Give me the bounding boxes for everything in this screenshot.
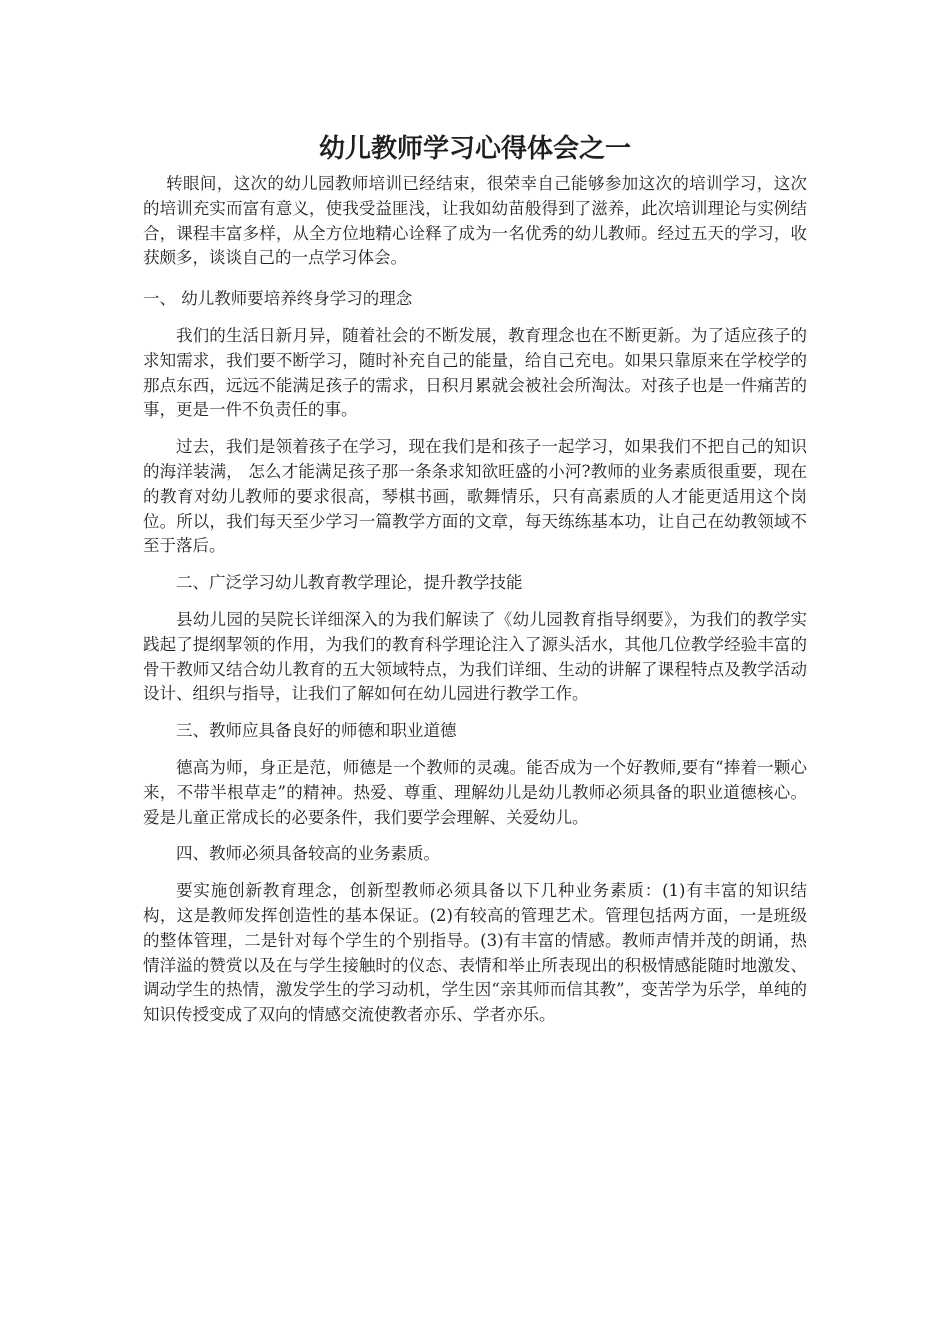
document-body [143, 128, 807, 1040]
intro-paragraph: 转眼间，这次的幼儿园教师培训已经结束，很荣幸自己能够参加这次的培训学习，这次的培训充实而富有意义，使我受益匪浅，让我如幼苗般得到了滋养，此次培训理论与实例结合，课程丰富多样，从全方位地精心诠释了成为一名优秀的幼儿教师。经过五天的学习，收获颇多，谈谈自己的一点学习体会。 [143, 174, 807, 268]
paragraph-1a: 我们的生活日新月异，随着社会的不断发展，教育理念也在不断更新。为了适应孩子的求知需求，我们要不断学习，随时补充自己的能量，给自己充电。如果只靠原来在学校学的那点东西，远远不能满足孩子的需求，日积月累就会被社会所淘汰。对孩子也是一件痛苦的事，更是一件不负责任的事。 [143, 325, 807, 420]
paragraph-4: 要实施创新教育理念，创新型教师必须具备以下几种业务素质：(1)有丰富的知识结构，这是教师发挥创造性的基本保证。(2)有较高的管理艺术。管理包括两方面，一是班级的整体管理，二是针对每个学生的个别指导。(3)有丰富的情感。教师声情并茂的朗诵，热情洋溢的赞赏以及在与学生接触时的仪态、表情和举止所表现出的积极情感能随时地激发、调动学生的热情，激发学生的学习动机，学生因“亲其师而信其教”，变苦学为乐学，单纯的知识传授变成了双向的情感交流使教者亦乐、学者亦乐。 [143, 881, 807, 1025]
section-heading-3: 三、教师应具备良好的师德和职业道德 [176, 721, 457, 741]
paragraph-2: 县幼儿园的吴院长详细深入的为我们解读了《幼儿园教育指导纲要》，为我们的教学实践起了提纲挈领的作用，为我们的教育科学理论注入了源头活水，其他几位教学经验丰富的骨干教师又结合幼儿教育的五大领域特点，为我们详细、生动的讲解了课程特点及教学活动设计、组织与指导，让我们了解如何在幼儿园进行教学工作。 [143, 609, 807, 704]
paragraph-3: 德高为师，身正是范，师德是一个教师的灵魂。能否成为一个好教师,要有“捧着一颗心来，不带半根草走”的精神。热爱、尊重、理解幼儿是幼儿教师必须具备的职业道德核心。爱是儿童正常成长的必要条件，我们要学会理解、关爱幼儿。 [143, 757, 807, 827]
document-title: 幼儿教师学习心得体会之一 [318, 134, 631, 164]
section-heading-1: 一、 幼儿教师要培养终身学习的理念 [143, 289, 413, 309]
section-heading-2: 二、广泛学习幼儿教育教学理论，提升教学技能 [176, 573, 523, 593]
paragraph-1b: 过去，我们是领着孩子在学习，现在我们是和孩子一起学习，如果我们不把自己的知识的海洋装满， 怎么才能满足孩子那一条条求知欲旺盛的小河?教师的业务素质很重要，现在的教育对幼儿教师的要求很高，琴棋书画，歌舞情乐，只有高素质的人才能更适用这个岗位。所以，我们每天至少学习一篇教学方面的文章，每天练练基本功，让自己在幼教领域不至于落后。 [143, 437, 807, 556]
section-heading-4: 四、教师必须具备较高的业务素质。 [176, 844, 440, 864]
